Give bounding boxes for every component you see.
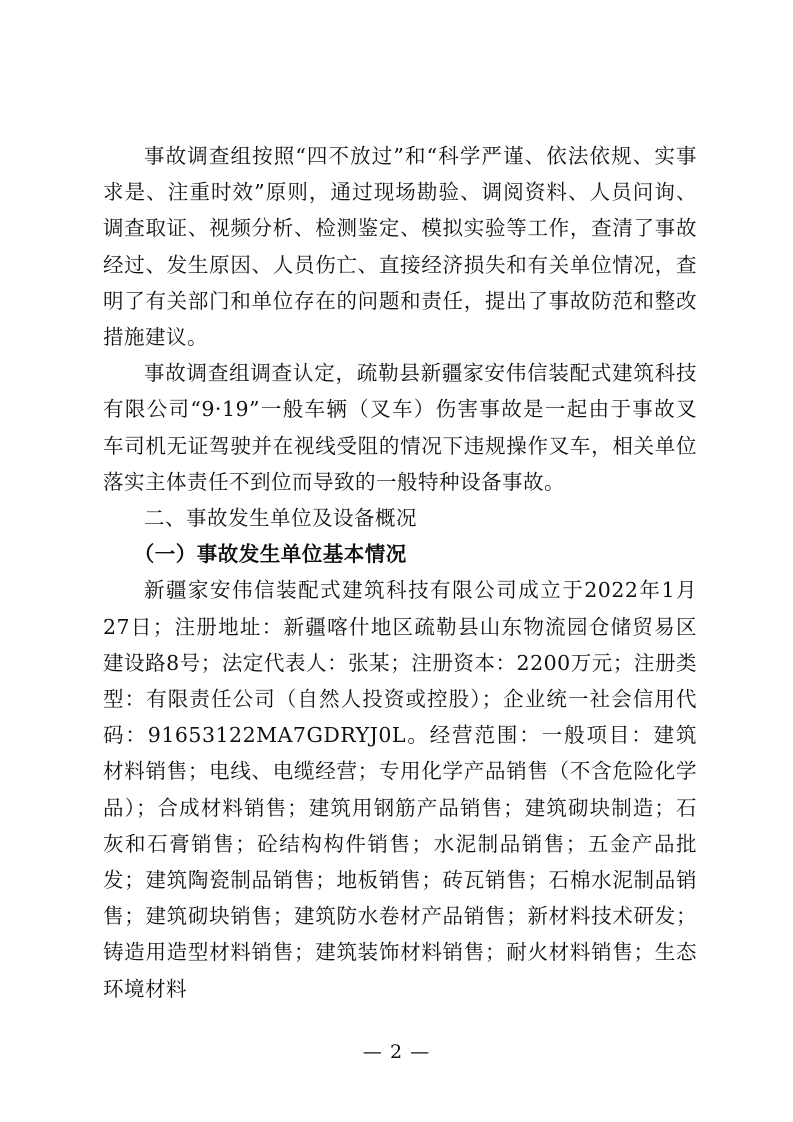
- page-number: — 2 —: [362, 1041, 431, 1063]
- document-body: [103, 138, 697, 1007]
- subsection-heading: （一）事故发生单位基本情况: [133, 542, 407, 567]
- paragraph-investigation-conclusion: 事故调查组调查认定，疏勒县新疆家安伟信装配式建筑科技有限公司“9·19”一般车辆（叉车）伤害事故是一起由于事故叉车司机无证驾驶并在视线受阻的情况下违规操作叉车，相关单位落实主体责任不到位而导致的一般特种设备事故。: [103, 361, 697, 494]
- paragraph-investigation-principles: 事故调查组按照“四不放过”和“科学严谨、依法依规、实事求是、注重时效”原则，通过现场勘验、调阅资料、人员问询、调查取证、视频分析、检测鉴定、模拟实验等工作，查清了事故经过、发生原因、人员伤亡、直接经济损失和有关单位情况，查明了有关部门和单位存在的问题和责任，提出了事故防范和整改措施建议。: [103, 144, 697, 350]
- paragraph-company-info: 新疆家安伟信装配式建筑科技有限公司成立于2022年1月27日；注册地址：新疆喀什地区疏勒县山东物流园仓储贸易区建设路8号；法定代表人：张某；注册资本：2200万元；注册类型：有限责任公司（自然人投资或控股）；企业统一社会信用代码：91653122MA7GDRYJ0L。经营范围：一般项目：建筑材料销售；电线、电缆经营；专用化学产品销售（不含危险化学品）；合成材料销售；建筑用钢筋产品销售；建筑砌块制造；石灰和石膏销售；砼结构构件销售；水泥制品销售；五金产品批发；建筑陶瓷制品销售；地板销售；砖瓦销售；石棉水泥制品销售；建筑砌块销售；建筑防水卷材产品销售；新材料技术研发；铸造用造型材料销售；建筑装饰材料销售；耐火材料销售；生态环境材料: [103, 578, 697, 1001]
- section-heading: 二、事故发生单位及设备概况: [144, 506, 417, 531]
